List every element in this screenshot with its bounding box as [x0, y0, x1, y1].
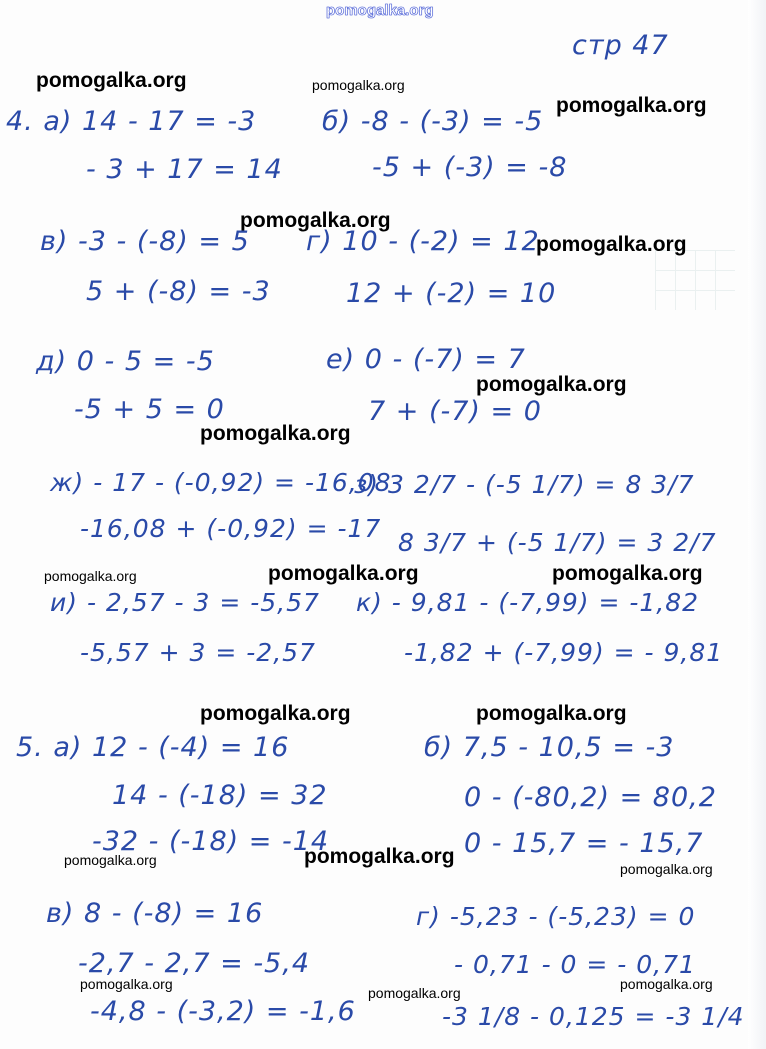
task-4d-line-1: д) 0 - 5 = -5	[36, 346, 215, 377]
task-5g-line-2: - 0,71 - 0 = - 0,71	[454, 950, 696, 979]
task-4a-line-2: - 3 + 17 = 14	[86, 154, 283, 185]
task-4a-line-1: 4. а) 14 - 17 = -3	[6, 106, 257, 137]
watermark: pomogalka.org	[556, 94, 707, 117]
watermark: pomogalka.org	[200, 422, 351, 445]
page-edge-shadow	[748, 0, 766, 1049]
task-4k-line-1: к) - 9,81 - (-7,99) = -1,82	[356, 588, 700, 617]
task-5g-line-1: г) -5,23 - (-5,23) = 0	[416, 902, 696, 931]
watermark-small: pomogalka.org	[620, 861, 713, 877]
task-4k-line-2: -1,82 + (-7,99) = - 9,81	[404, 638, 724, 667]
task-5b-line-3: 0 - 15,7 = - 15,7	[464, 828, 704, 859]
task-5v-line-1: в) 8 - (-8) = 16	[46, 898, 264, 929]
watermark-small: pomogalka.org	[368, 985, 461, 1001]
task-4g-line-1: г) 10 - (-2) = 12	[306, 226, 540, 257]
watermark: pomogalka.org	[240, 209, 391, 232]
task-4e-line-2: 7 + (-7) = 0	[368, 396, 542, 427]
task-4e-line-1: е) 0 - (-7) = 7	[326, 344, 526, 375]
task-4i-line-1: и) - 2,57 - 3 = -5,57	[50, 588, 320, 617]
task-5b-line-1: б) 7,5 - 10,5 = -3	[424, 732, 675, 763]
task-5v-line-2: -2,7 - 2,7 = -5,4	[78, 948, 310, 979]
watermark-small: pomogalka.org	[44, 568, 137, 584]
task-5b-line-2: 0 - (-80,2) = 80,2	[464, 782, 717, 813]
task-4v-line-1: в) -3 - (-8) = 5	[40, 226, 250, 257]
watermark-small: pomogalka.org	[312, 77, 405, 93]
watermark: pomogalka.org	[476, 702, 627, 725]
task-4v-line-2: 5 + (-8) = -3	[86, 276, 271, 307]
page-number: стр 47	[572, 30, 669, 61]
faint-grid-mark	[655, 250, 735, 310]
watermark: pomogalka.org	[536, 233, 687, 256]
watermark: pomogalka.org	[476, 373, 627, 396]
task-4z-line-2: 8 3/7 + (-5 1/7) = 3 2/7	[398, 528, 717, 557]
watermark: pomogalka.org	[304, 845, 455, 868]
watermark-small: pomogalka.org	[620, 976, 713, 992]
watermark: pomogalka.org	[36, 69, 187, 92]
watermark-small: pomogalka.org	[64, 852, 157, 868]
task-5g-line-3: -3 1/8 - 0,125 = -3 1/4	[442, 1002, 745, 1031]
watermark: pomogalka.org	[268, 562, 419, 585]
task-5a-line-3: -32 - (-18) = -14	[92, 826, 330, 857]
task-4b-line-2: -5 + (-3) = -8	[372, 152, 568, 183]
task-4z-line-1: з) 3 2/7 - (-5 1/7) = 8 3/7	[354, 470, 695, 499]
task-4i-line-2: -5,57 + 3 = -2,57	[80, 638, 316, 667]
task-4zh-line-1: ж) - 17 - (-0,92) = -16,08	[50, 468, 392, 497]
task-5a-line-1: 5. а) 12 - (-4) = 16	[16, 732, 290, 763]
task-4g-line-2: 12 + (-2) = 10	[346, 278, 557, 309]
watermark: pomogalka.org	[200, 702, 351, 725]
task-5v-line-3: -4,8 - (-3,2) = -1,6	[90, 996, 356, 1027]
watermark-top: pomogalka.org	[326, 2, 434, 19]
task-4d-line-2: -5 + 5 = 0	[74, 394, 225, 425]
watermark: pomogalka.org	[552, 562, 703, 585]
task-5a-line-2: 14 - (-18) = 32	[112, 780, 328, 811]
task-4zh-line-2: -16,08 + (-0,92) = -17	[80, 514, 382, 543]
task-4b-line-1: б) -8 - (-3) = -5	[322, 106, 544, 137]
watermark-small: pomogalka.org	[80, 976, 173, 992]
